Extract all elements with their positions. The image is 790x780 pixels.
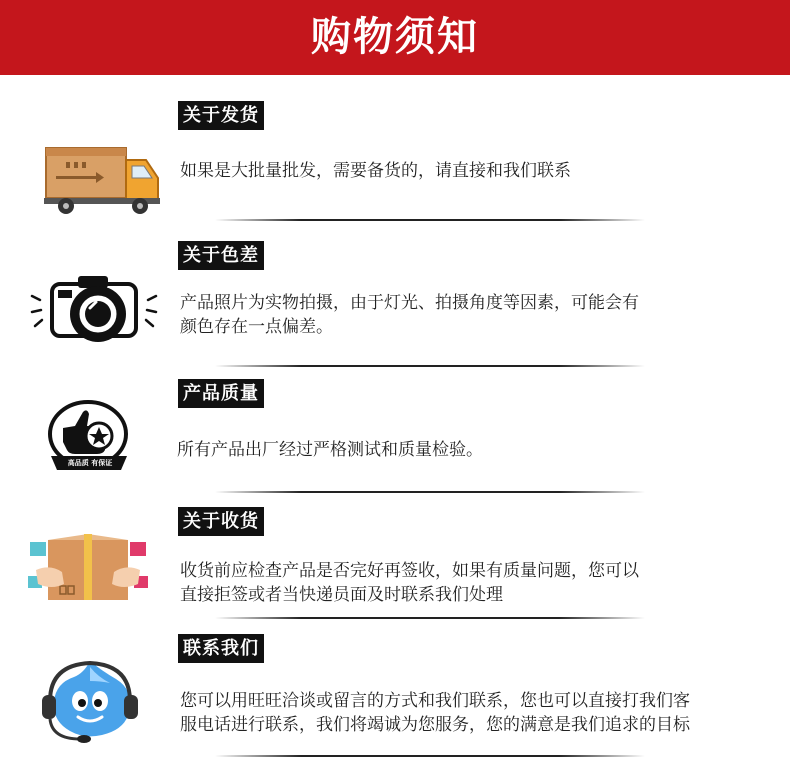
page-title: 购物须知: [311, 14, 479, 60]
section-text-line: 如果是大批量批发，需要备货的，请直接和我们联系: [180, 161, 571, 181]
section-text: [180, 559, 780, 607]
section-divider: [215, 617, 645, 619]
section-text-line: 服电话进行联系，我们将竭诚为您服务，您的满意是我们追求的目标: [180, 715, 690, 735]
section-text-line: 颜色存在一点偏差。: [180, 317, 333, 337]
page-title-banner: [0, 0, 790, 75]
section-text: [177, 438, 777, 462]
section-title: 关于色差: [178, 241, 264, 270]
section-text-line: 直接拒签或者当快递员面及时联系我们处理: [180, 585, 503, 605]
customer-service-icon: [40, 655, 140, 747]
section-divider: [215, 365, 645, 367]
section-title: 产品质量: [178, 379, 264, 408]
delivery-truck-icon: [44, 142, 164, 217]
camera-icon: [30, 270, 158, 348]
section-text-line: 所有产品出厂经过严格测试和质量检验。: [177, 440, 483, 460]
section-text: [180, 291, 780, 339]
section-text: [180, 689, 780, 737]
section-text-line: 收货前应检查产品是否完好再签收，如果有质量问题，您可以: [180, 561, 639, 581]
quality-badge-caption: 高品质 有保证: [67, 459, 113, 467]
section-title: 关于收货: [178, 507, 264, 536]
section-divider: [215, 755, 645, 757]
section-text-line: 您可以用旺旺洽谈或留言的方式和我们联系，您也可以直接打我们客: [180, 691, 690, 711]
section-divider: [215, 219, 645, 221]
section-title: 关于发货: [178, 101, 264, 130]
package-hands-icon: [28, 532, 148, 602]
section-text-line: 产品照片为实物拍摄，由于灯光、拍摄角度等因素，可能会有: [180, 293, 639, 313]
section-title: 联系我们: [178, 634, 264, 663]
section-text: [180, 159, 780, 183]
section-divider: [215, 491, 645, 493]
